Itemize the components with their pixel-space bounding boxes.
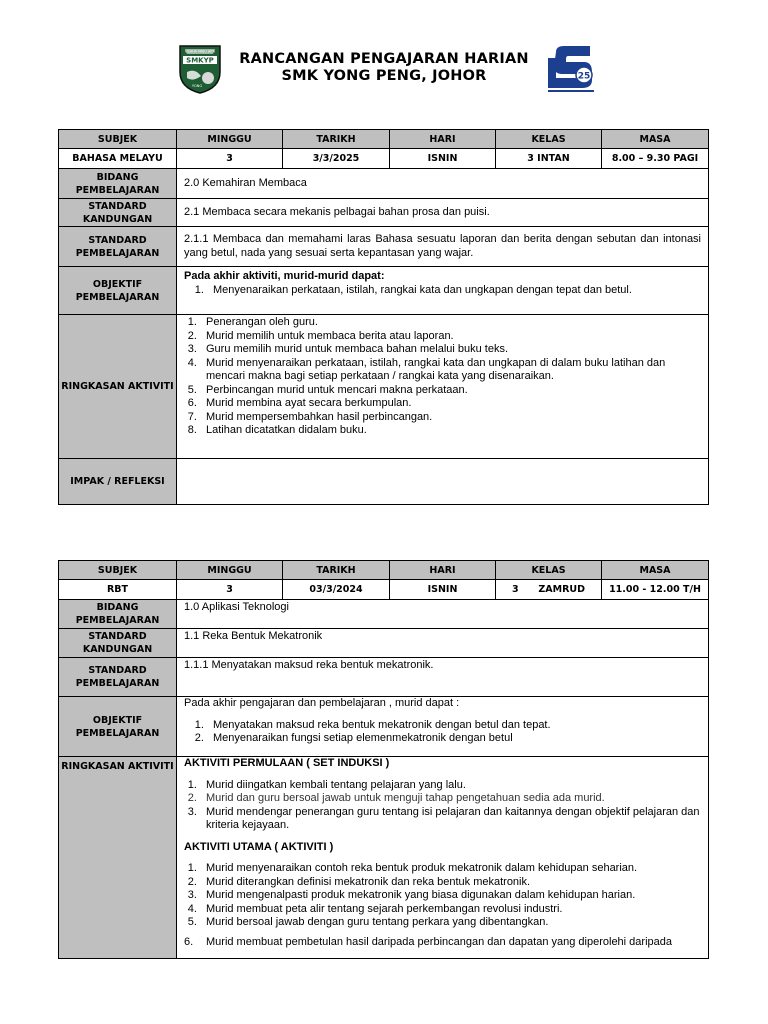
row-sk <box>59 199 709 227</box>
col-hari: HARI <box>390 561 496 580</box>
val-tarikh: 3/3/2025 <box>283 149 390 169</box>
value-impak <box>177 459 709 505</box>
row-sp <box>59 658 709 697</box>
col-hari: HARI <box>390 130 496 149</box>
values-row <box>59 149 709 169</box>
col-tarikh: TARIKH <box>283 130 390 149</box>
list-item: 1. Murid diingatkan kembali tentang pelajaran yang lalu. <box>200 779 701 793</box>
label-sp: STANDARD PEMBELAJARAN <box>59 658 177 697</box>
value-sk: 2.1 Membaca secara mekanis pelbagai bahan prosa dan puisi. <box>177 199 709 227</box>
value-ringkasan <box>177 315 709 459</box>
label-impak: IMPAK / REFLEKSI <box>59 459 177 505</box>
label-sp: STANDARD PEMBELAJARAN <box>59 227 177 267</box>
col-kelas: KELAS <box>496 561 602 580</box>
list-item: 7. Murid mempersembahkan hasil perbincangan. <box>200 411 701 425</box>
permulaan-title: AKTIVITI PERMULAAN ( SET INDUKSI ) <box>184 757 390 769</box>
row-bidang <box>59 600 709 629</box>
label-sk: STANDARD KANDUNGAN <box>59 629 177 658</box>
utama-item-6 <box>184 936 701 950</box>
value-objektif <box>177 697 709 757</box>
lesson-plan-table-2 <box>58 560 709 959</box>
list-item: 4. Murid menyenaraikan perkataan, istilah, rangkai kata dan ungkapan di dalam buku latihan dan mencari makna bagi setiap perkataan / rangkai kata yang disenaraikan. <box>200 357 701 384</box>
list-item: 5. Murid bersoal jawab dengan guru tentang perkara yang dibentangkan. <box>200 916 701 930</box>
crest-motto: USAHA MAJU JAYA <box>185 49 215 54</box>
crest-bottom: YONG <box>191 84 203 88</box>
row-ringkasan <box>59 757 709 959</box>
label-sk: STANDARD KANDUNGAN <box>59 199 177 227</box>
row-objektif <box>59 267 709 315</box>
value-objektif <box>177 267 709 315</box>
col-minggu: MINGGU <box>177 130 283 149</box>
permulaan-list <box>184 779 701 833</box>
val-subjek: BAHASA MELAYU <box>59 149 177 169</box>
value-sp: 2.1.1 Membaca dan memahami laras Bahasa sesuatu laporan dan berita dengan sebutan dan intonasi yang betul, nada yang sesuai serta kepantasan yang wajar. <box>177 227 709 267</box>
value-bidang: 2.0 Kemahiran Membaca <box>177 169 709 199</box>
header-row <box>59 130 709 149</box>
val-masa: 8.00 – 9.30 PAGI <box>602 149 709 169</box>
list-item: 3. Guru memilih murid untuk membaca bahan melalui buku teks. <box>200 343 701 357</box>
val-minggu: 3 <box>177 580 283 600</box>
title-line-1: RANCANGAN PENGAJARAN HARIAN <box>239 51 529 67</box>
list-item: 2. Murid memilih untuk membaca berita atau laporan. <box>200 330 701 344</box>
objektif-list <box>184 284 701 298</box>
label-objektif: OBJEKTIF PEMBELAJARAN <box>59 697 177 757</box>
val-tarikh: 03/3/2024 <box>283 580 390 600</box>
list-item: 3. Murid mendengar penerangan guru tentang isi pelajaran dan kaitannya dengan objektif pelajaran dan kriteria kejayaan. <box>200 806 701 833</box>
spacer <box>184 771 701 779</box>
list-item: 3. Murid mengenalpasti produk mekatronik yang biasa digunakan dalam kehidupan harian. <box>200 889 701 903</box>
label-objektif: OBJEKTIF PEMBELAJARAN <box>59 267 177 315</box>
anniversary-logo-icon <box>546 44 596 94</box>
col-subjek: SUBJEK <box>59 130 177 149</box>
col-masa: MASA <box>602 130 709 149</box>
logo-number: 25 <box>577 71 591 82</box>
row-ringkasan <box>59 315 709 459</box>
lesson-plan-table-1 <box>58 129 709 505</box>
list-item: 2. Menyenaraikan fungsi setiap elemenmekatronik dengan betul <box>207 732 701 746</box>
list-item: 1. Penerangan oleh guru. <box>200 316 701 330</box>
label-ringkasan: RINGKASAN AKTIVITI <box>59 315 177 459</box>
list-item: 5. Perbincangan murid untuk mencari makna perkataan. <box>200 384 701 398</box>
row-impak <box>59 459 709 505</box>
label-bidang: BIDANG PEMBELAJARAN <box>59 169 177 199</box>
row-sp <box>59 227 709 267</box>
objektif-intro: Pada akhir pengajaran dan pembelajaran , murid dapat : <box>184 697 460 709</box>
list-item: 8. Latihan dicatatkan didalam buku. <box>200 424 701 438</box>
school-crest-icon <box>177 42 223 94</box>
item-6-number: 6. <box>184 935 194 948</box>
val-masa: 11.00 - 12.00 T/H <box>602 580 709 600</box>
spacer <box>184 711 701 719</box>
list-item: 1. Murid menyenaraikan contoh reka bentuk produk mekatronik dalam kehidupan seharian. <box>200 862 701 876</box>
val-subjek: RBT <box>59 580 177 600</box>
col-kelas: KELAS <box>496 130 602 149</box>
label-bidang: BIDANG PEMBELAJARAN <box>59 600 177 629</box>
row-objektif <box>59 697 709 757</box>
val-hari: ISNIN <box>390 580 496 600</box>
crest-text: SMKYP <box>186 56 214 65</box>
col-minggu: MINGGU <box>177 561 283 580</box>
utama-title: AKTIVITI UTAMA ( AKTIVITI ) <box>184 840 334 853</box>
objektif-intro: Pada akhir aktiviti, murid-murid dapat: <box>184 270 385 282</box>
value-ringkasan <box>177 757 709 959</box>
list-item: 4. Murid membuat peta alir tentang sejarah perkembangan revolusi industri. <box>200 903 701 917</box>
val-minggu: 3 <box>177 149 283 169</box>
val-kelas: 3 ZAMRUD <box>496 580 602 600</box>
utama-list <box>184 862 701 930</box>
spacer <box>184 854 701 862</box>
col-subjek: SUBJEK <box>59 561 177 580</box>
list-item: 1. Menyenaraikan perkataan, istilah, rangkai kata dan ungkapan dengan tepat dan betul. <box>207 284 701 298</box>
label-ringkasan: RINGKASAN AKTIVITI <box>59 757 177 959</box>
col-masa: MASA <box>602 561 709 580</box>
page-title <box>222 51 546 85</box>
list-item: 2. Murid dan guru bersoal jawab untuk menguji tahap pengetahuan sedia ada murid. <box>200 792 701 806</box>
value-bidang: 1.0 Aplikasi Teknologi <box>177 600 709 629</box>
title-line-2: SMK YONG PENG, JOHOR <box>281 68 487 84</box>
item-6-text: Murid membuat pembetulan hasil daripada perbincangan dan dapatan yang diperolehi daripada <box>206 935 672 948</box>
spacer <box>184 833 701 841</box>
list-item: 2. Murid diterangkan definisi mekatronik dan reka bentuk mekatronik. <box>200 876 701 890</box>
row-sk <box>59 629 709 658</box>
list-item: 6. Murid membina ayat secara berkumpulan. <box>200 397 701 411</box>
value-sk: 1.1 Reka Bentuk Mekatronik <box>177 629 709 658</box>
col-tarikh: TARIKH <box>283 561 390 580</box>
list-item: 1. Menyatakan maksud reka bentuk mekatronik dengan betul dan tepat. <box>207 719 701 733</box>
row-bidang <box>59 169 709 199</box>
page-header <box>0 40 768 100</box>
aktiviti-list <box>184 316 701 438</box>
values-row <box>59 580 709 600</box>
val-hari: ISNIN <box>390 149 496 169</box>
val-kelas: 3 INTAN <box>496 149 602 169</box>
objektif-list <box>184 719 701 746</box>
value-sp: 1.1.1 Menyatakan maksud reka bentuk mekatronik. <box>177 658 709 697</box>
header-row <box>59 561 709 580</box>
